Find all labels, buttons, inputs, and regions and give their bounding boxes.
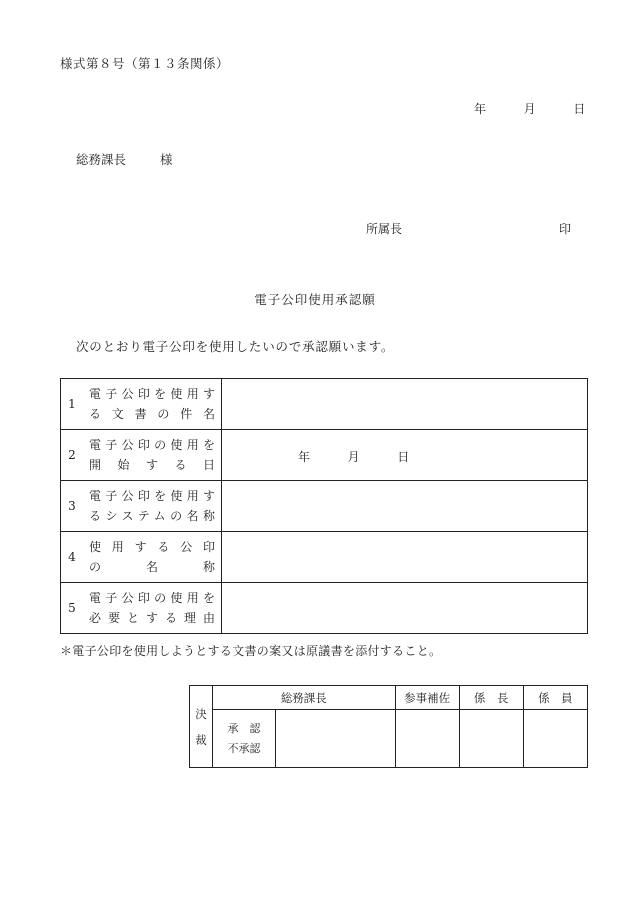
row-label-line2: る文書の件名 — [89, 407, 215, 421]
document-title: 電子公印使用承認願 — [254, 292, 376, 307]
staff-stamp-box[interactable] — [523, 710, 587, 768]
disapprove-option[interactable]: 不承認 — [227, 741, 261, 755]
start-date-placeholder — [298, 448, 409, 465]
row-label-line1: 使用する公印 — [89, 540, 215, 554]
row-label — [83, 481, 222, 532]
row-label — [83, 532, 222, 583]
application-table — [60, 378, 588, 634]
row-label — [83, 379, 222, 430]
attachment-note: ＊電子公印を使用しようとする文書の案又は原議書を添付すること。 — [60, 644, 442, 658]
row-label-line2: 必要とする理由 — [89, 611, 215, 625]
row-label-line1: 電子公印の使用を — [89, 438, 215, 452]
date-day-label: 日 — [397, 450, 410, 464]
section-chief-stamp-box[interactable] — [459, 710, 523, 768]
date-month-label: 月 — [347, 450, 360, 464]
row-number: 4 — [61, 532, 84, 583]
row-number: 3 — [61, 481, 84, 532]
date-day-label: 日 — [573, 102, 586, 116]
header-general-affairs-chief: 総務課長 — [213, 686, 396, 710]
date-year-label: 年 — [474, 102, 487, 116]
form-number: 様式第８号（第１３条関係） — [60, 56, 230, 71]
row-label-line1: 電子公印を使用す — [89, 387, 215, 401]
row-label-line2: の名称 — [89, 560, 215, 574]
intro-text: 次のとおり電子公印を使用したいので承認願います。 — [76, 339, 395, 354]
table-row — [61, 430, 588, 481]
table-row — [61, 583, 588, 634]
document-subject-field[interactable] — [222, 379, 588, 430]
row-label-line2: 開始する日 — [89, 458, 215, 472]
table-row — [61, 481, 588, 532]
row-number: 5 — [61, 583, 84, 634]
row-label-line2: るシステムの名称 — [89, 509, 215, 523]
kessai-label: 決 裁 — [190, 686, 213, 768]
deputy-assistant-stamp-box[interactable] — [395, 710, 459, 768]
decision-choices[interactable] — [213, 710, 276, 768]
sender-label: 所属長 — [366, 222, 403, 236]
addressee-title: 総務課長 — [76, 152, 127, 167]
header-deputy-assistant: 参事補佐 — [395, 686, 459, 710]
reason-field[interactable] — [222, 583, 588, 634]
row-label — [83, 430, 222, 481]
table-row — [61, 532, 588, 583]
addressee — [76, 150, 173, 168]
approve-option[interactable]: 承 認 — [227, 721, 261, 735]
row-number: 2 — [61, 430, 84, 481]
seal-name-field[interactable] — [222, 532, 588, 583]
header-staff: 係 員 — [523, 686, 587, 710]
document-date — [474, 100, 585, 117]
row-label-line1: 電子公印の使用を — [89, 591, 215, 605]
date-month-label: 月 — [523, 102, 536, 116]
row-label-line1: 電子公印を使用す — [89, 489, 215, 503]
row-number: 1 — [61, 379, 84, 430]
seal-mark: 印 — [559, 222, 572, 236]
system-name-field[interactable] — [222, 481, 588, 532]
row-label — [83, 583, 222, 634]
table-row — [61, 379, 588, 430]
addressee-honorific: 様 — [159, 152, 173, 167]
general-affairs-chief-stamp-box[interactable] — [276, 710, 396, 768]
approval-table — [189, 685, 588, 768]
start-date-field[interactable] — [222, 430, 588, 481]
date-year-label: 年 — [298, 450, 311, 464]
header-section-chief: 係 長 — [459, 686, 523, 710]
